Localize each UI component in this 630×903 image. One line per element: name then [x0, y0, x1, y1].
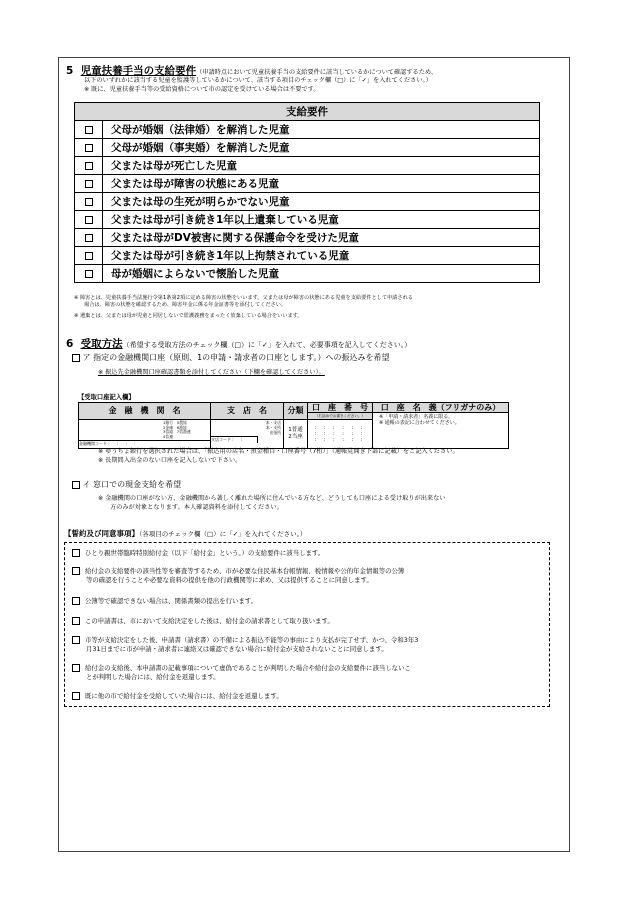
oath-checkbox[interactable]: [72, 664, 80, 672]
bank-kind: 2金庫 6漁協: [163, 424, 187, 430]
bank-kind: 1銀行 5農協: [163, 420, 187, 425]
option-i-note: ※ 金融機関の口座がない方、金融機関から著しく離れた場所に住んでいる方など、どうしても口座による受け取りが出来ない: [98, 495, 446, 502]
oath-text-cont: とが判明した場合には、給付金を返還します。: [86, 673, 220, 681]
account-kind: 1普通: [288, 427, 303, 433]
oath-checkbox[interactable]: [72, 597, 80, 605]
oath-checkbox[interactable]: [72, 636, 80, 644]
account-number-field[interactable]: : : : : : : : : : : : : : : : : : :: [308, 420, 373, 449]
account-number-header: 口 座 番 号: [308, 403, 373, 413]
account-number-subnote: （右詰めでお書きください。）: [308, 413, 373, 420]
requirement-label: 父母が婚姻（法律婚）を解消した児童: [103, 121, 540, 139]
requirements-table: [74, 102, 540, 283]
bank-code-field[interactable]: 金融機関コード : : : :: [79, 440, 210, 447]
account-type-field[interactable]: [284, 420, 308, 449]
requirement-row: [75, 229, 540, 247]
option-a: [72, 352, 390, 363]
branch-kind: 出張所: [269, 430, 281, 435]
oath-text: 市等が支給決定をした後、申請書（請求書）の不備による振込不能等の事由により支払が完了せず、かつ、令和3年3: [85, 636, 419, 644]
requirement-checkbox[interactable]: [85, 144, 93, 152]
oath-checkbox[interactable]: [72, 617, 80, 625]
section5-title: 5 児童扶養手当の支給要件（申請時点において児童扶養手当の支給要件に該当しているかについて確認するため、: [66, 65, 438, 77]
requirement-row: [75, 139, 540, 157]
requirement-checkbox[interactable]: [85, 198, 93, 206]
requirement-label: 母が婚姻によらないで懐胎した児童: [103, 265, 540, 283]
oath-item: [72, 617, 542, 626]
bank-code-label: 金融機関コード: [79, 441, 107, 446]
branch-name-field[interactable]: [211, 420, 284, 449]
holder-note: ※「申請・請求者」名義に限る。: [379, 414, 454, 420]
disability-footnote: ※ 障害とは、児童扶養手当法施行令第1条第2項に定める障害の状態をいいます。父または母が障害の状態にある児童を支給要件として申請される: [74, 295, 413, 301]
requirements-header: 支給要件: [75, 103, 540, 121]
requirement-checkbox[interactable]: [85, 270, 93, 278]
section5-note: 以下のいずれかに該当する児童を監護等しているかについて、該当する項目のチェック欄（□）に「✓」を入れてください。）: [84, 77, 432, 84]
bank-account-table: [78, 402, 509, 449]
requirement-checkbox[interactable]: [85, 180, 93, 188]
option-i-checkbox[interactable]: [72, 481, 80, 489]
oath-item: [72, 636, 542, 654]
option-a-note: ※ 振込先金融機関口座確認書類を添付してください（下欄を確認してください）。: [98, 369, 325, 376]
disability-footnote-2: 場合は、障害の状態を確認するため、障害年金に係る年金証書等を添付してください。: [84, 302, 287, 308]
option-i-label: イ 窓口での現金支給を希望: [82, 480, 182, 489]
branch-name-header: 支 店 名: [211, 403, 284, 420]
option-a-label: ア 指定の金融機関口座（原則、1の申請・請求者の口座とします。）への振込みを希望: [82, 353, 390, 362]
bank-name-field[interactable]: [79, 420, 211, 449]
oath-text: この申請書は、市において支給決定をした後は、給付金の請求書として取り扱います。: [85, 617, 334, 625]
oath-item: [72, 567, 542, 585]
abandonment-footnote: ※ 遺棄とは、父または母が児童と同居しないで監護義務をまったく放棄している場合をいいます。: [74, 313, 303, 319]
requirement-label: 父または母が引き続き1年以上拘禁されている児童: [103, 247, 540, 265]
requirement-row: [75, 175, 540, 193]
requirement-checkbox[interactable]: [85, 162, 93, 170]
oath-text: 給付金の支給要件の該当性等を審査等するため、市が必要な住民基本台帳情報、税情報や公的年金情報等の公簿: [85, 567, 405, 575]
option-a-checkbox[interactable]: [72, 354, 80, 362]
oath-text: ひとり親世帯臨時特別給付金（以下「給付金」という。）の支給要件に該当します。: [85, 549, 325, 557]
requirement-row: [75, 157, 540, 175]
account-holder-notes: [373, 413, 509, 449]
option-i-note-2: 方のみが対象となります。本人確認資料を添付してください。: [110, 504, 283, 511]
oath-text-cont: 等の確認を行うことや必要な資料の提供を他の行政機関等に求め、又は提供することに同意します。: [86, 576, 373, 584]
account-type-header: 分類: [284, 403, 308, 420]
bank-name-header: 金 融 機 関 名: [79, 403, 211, 420]
branch-kind: 本・支店: [265, 420, 281, 425]
oath-checkbox[interactable]: [72, 567, 80, 575]
dormant-account-note: ※ 長期間入出金のない口座を記入しないで下さい。: [98, 457, 242, 464]
section6-title: 6 受取方法（希望する受取方法のチェック欄（□）に「✓」を入れて、必要事項を記入してください。）: [66, 338, 412, 350]
requirement-label: 父または母がDV被害に関する保護命令を受けた児童: [103, 229, 540, 247]
requirement-label: 父または母が障害の状態にある児童: [103, 175, 540, 193]
requirement-checkbox[interactable]: [85, 216, 93, 224]
bank-kind: 3信組 7信漁連: [163, 429, 191, 434]
account-holder-header: 口 座 名 義（フリガナのみ）: [373, 403, 509, 413]
yucho-note: ※ ゆうちょ銀行を選択された場合は、「振込用の店名・預金種目・口座番号（7桁）」（通帳見開き下部に記載）をご記入ください。: [98, 448, 459, 455]
bank-caption: 【受取口座記入欄】: [78, 394, 135, 401]
requirement-row: [75, 265, 540, 283]
branch-code-label: 支店コード: [211, 437, 231, 442]
section5-note-existing: ※ 既に、児童扶養手当等の受給資格について市の認定を受けている場合は不要です。: [84, 86, 320, 93]
requirement-label: 父母が婚姻（事実婚）を解消した児童: [103, 139, 540, 157]
requirement-checkbox[interactable]: [85, 126, 93, 134]
oath-text: 既に他の市で給付金を受給していた場合には、給付金を返還します。: [85, 692, 283, 700]
oath-text-cont: 月31日までに市が申請・請求者に連絡又は確認できない場合に給付金が支給されないことに同意します。: [86, 645, 388, 653]
oath-item: [72, 597, 542, 606]
requirement-row: [75, 193, 540, 211]
requirement-label: 父または母の生死が明らかでない児童: [103, 193, 540, 211]
option-i: [72, 479, 181, 490]
requirement-checkbox[interactable]: [85, 252, 93, 260]
requirement-checkbox[interactable]: [85, 234, 93, 242]
requirement-row: [75, 211, 540, 229]
oath-item: [72, 664, 542, 682]
oath-item: [72, 692, 542, 701]
oath-checkbox[interactable]: [72, 549, 80, 557]
holder-note: ※ 通帳の表記に合わせてください。: [379, 420, 460, 426]
oath-text: 給付金の支給後、本申請書の記載事項について虚偽であることが判明した場合や給付金の支給要件に該当しないこ: [85, 664, 411, 672]
requirement-label: 父または母が引き続き1年以上遺棄している児童: [103, 211, 540, 229]
requirement-label: 父または母が死亡した児童: [103, 157, 540, 175]
requirement-row: [75, 121, 540, 139]
account-kind: 2当座: [288, 434, 303, 440]
oath-text: 公簿等で確認できない場合は、関係書類の提出を行います。: [85, 597, 258, 605]
branch-kind: 本・支所: [265, 425, 281, 430]
bank-kind: 4信連: [163, 433, 174, 439]
requirement-row: [75, 247, 540, 265]
oath-title: 【誓約及び同意事項】（各項目のチェック欄（□）に「✓」を入れてください。）: [64, 529, 307, 538]
branch-code-field[interactable]: 支店コード : :: [211, 436, 258, 443]
oath-checkbox[interactable]: [72, 692, 80, 700]
oath-item: [72, 549, 542, 558]
